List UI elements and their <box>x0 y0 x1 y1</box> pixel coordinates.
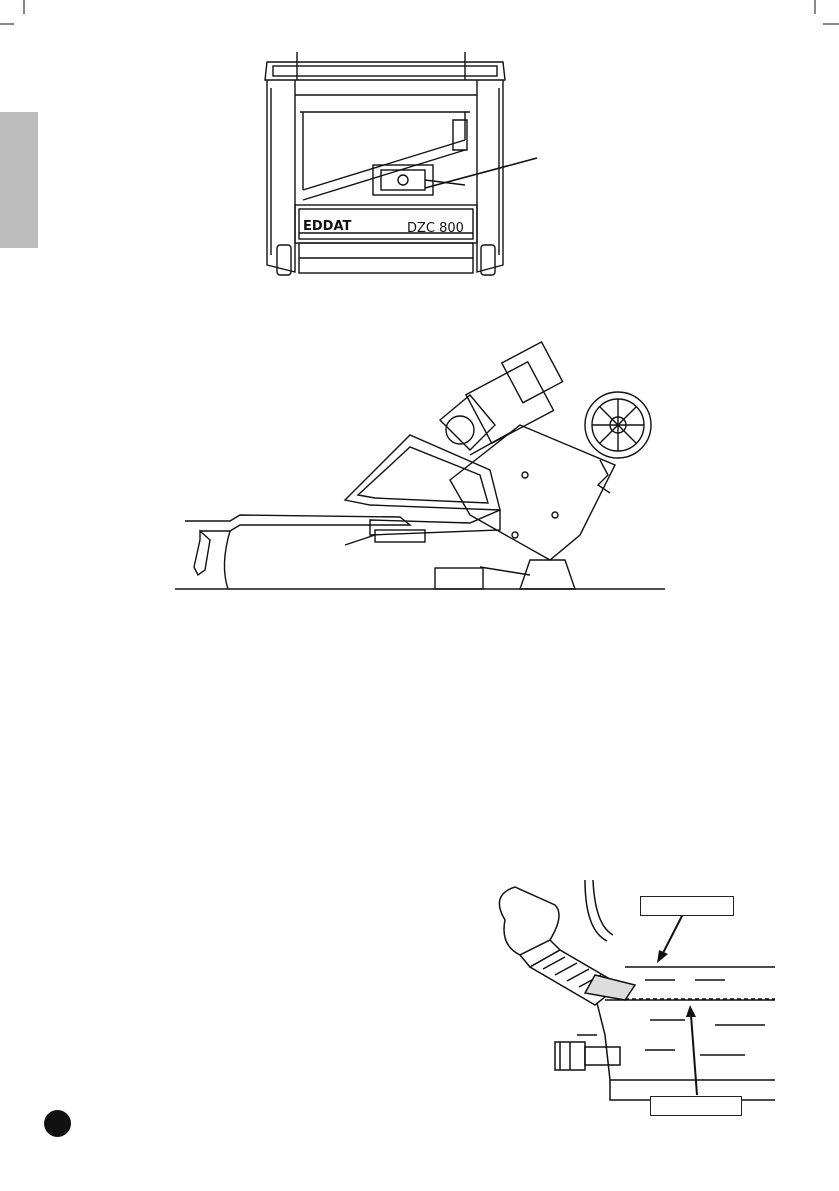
machine-side-view-figure <box>170 335 670 600</box>
oil-level-dipstick-figure <box>485 875 785 1120</box>
chapter-side-tab <box>0 112 38 248</box>
crop-mark-icon <box>0 0 839 40</box>
page-number-badge <box>44 1110 71 1137</box>
oil-level-max-label <box>640 896 734 916</box>
machine-front-view-figure <box>255 40 555 290</box>
oil-level-min-label <box>650 1096 742 1116</box>
brand-label: EDDAT <box>303 219 352 234</box>
model-label: DZC 800 <box>407 221 464 236</box>
